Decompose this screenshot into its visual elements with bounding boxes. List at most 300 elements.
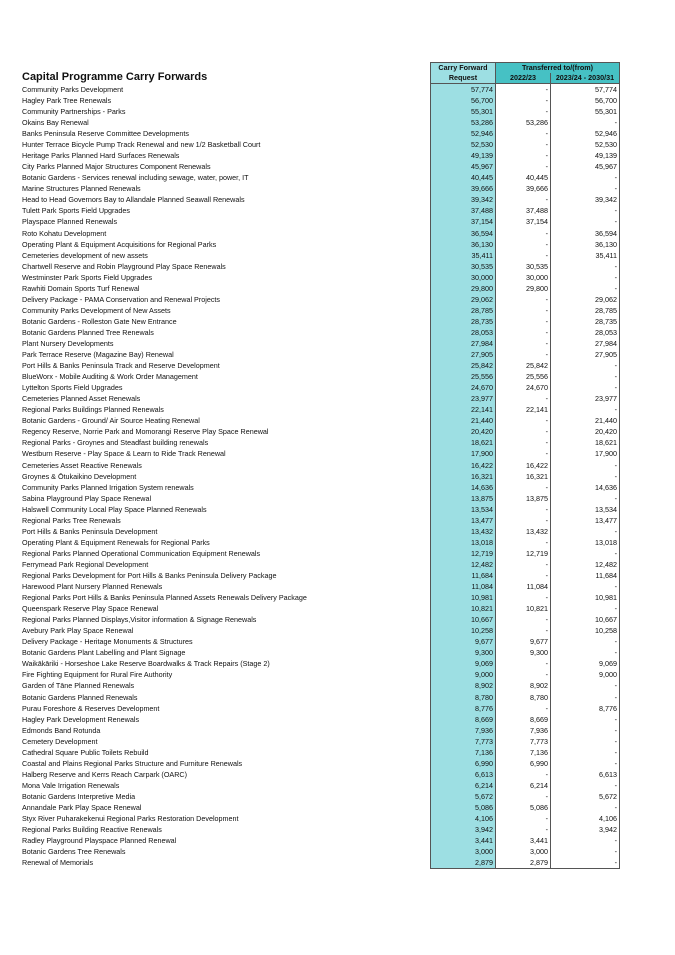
- carry-forward-value: 7,773: [431, 736, 496, 747]
- table-row: [20, 780, 620, 791]
- transfer-2023-31-value: -: [551, 360, 620, 371]
- carry-forward-table: [20, 62, 620, 869]
- transfer-2022-23-value: -: [496, 228, 551, 239]
- project-name: Halberg Reserve and Kerrs Reach Carpark (OARC): [22, 769, 187, 779]
- header-row-1: [20, 63, 620, 74]
- transfer-2022-23-value: 30,535: [496, 261, 551, 272]
- carry-forward-value: 23,977: [431, 393, 496, 404]
- project-name: Garden of Tāne Planned Renewals: [22, 681, 135, 691]
- table-row: [20, 548, 620, 559]
- project-name: Westburn Reserve - Play Space & Learn to Ride Track Renewal: [22, 449, 226, 459]
- transfer-2023-31-value: -: [551, 636, 620, 647]
- header-year-2023-31: 2023/24 - 2030/31: [551, 73, 620, 84]
- project-name: Cathedral Square Public Toilets Rebuild: [22, 747, 149, 757]
- transfer-2023-31-value: 56,700: [551, 95, 620, 106]
- table-row: [20, 426, 620, 437]
- table-row: [20, 791, 620, 802]
- carry-forward-value: 29,062: [431, 294, 496, 305]
- carry-forward-value: 9,000: [431, 669, 496, 680]
- transfer-2022-23-value: -: [496, 769, 551, 780]
- project-name: Cemetery Development: [22, 736, 98, 746]
- project-name: Avebury Park Play Space Renewal: [22, 626, 134, 636]
- transfer-2022-23-value: 5,086: [496, 802, 551, 813]
- carry-forward-value: 10,667: [431, 614, 496, 625]
- transfer-2022-23-value: -: [496, 95, 551, 106]
- table-row: [20, 846, 620, 857]
- table-row: [20, 283, 620, 294]
- transfer-2023-31-value: -: [551, 404, 620, 415]
- project-name: Purau Foreshore & Reserves Development: [22, 703, 160, 713]
- table-row: [20, 393, 620, 404]
- project-name: Coastal and Plains Regional Parks Structure and Furniture Renewals: [22, 758, 243, 768]
- transfer-2022-23-value: -: [496, 393, 551, 404]
- transfer-2022-23-value: -: [496, 327, 551, 338]
- carry-forward-value: 27,905: [431, 349, 496, 360]
- table-row: [20, 360, 620, 371]
- transfer-2022-23-value: -: [496, 305, 551, 316]
- table-row: [20, 95, 620, 106]
- carry-forward-value: 14,636: [431, 482, 496, 493]
- project-name: Regional Parks - Groynes and Steadfast building renewals: [22, 438, 209, 448]
- carry-forward-value: 52,946: [431, 128, 496, 139]
- project-name: Park Terrace Reserve (Magazine Bay) Renewal: [22, 350, 174, 360]
- transfer-2022-23-value: -: [496, 150, 551, 161]
- table-row: [20, 747, 620, 758]
- transfer-2022-23-value: 7,136: [496, 747, 551, 758]
- transfer-2022-23-value: 8,902: [496, 681, 551, 692]
- carry-forward-value: 24,670: [431, 382, 496, 393]
- table-row: [20, 438, 620, 449]
- carry-forward-value: 8,776: [431, 703, 496, 714]
- carry-forward-value: 8,669: [431, 714, 496, 725]
- transfer-2022-23-value: 10,821: [496, 603, 551, 614]
- project-name: Regency Reserve, Norrie Park and Momorangi Reserve Play Space Renewal: [22, 427, 269, 437]
- table-row: [20, 581, 620, 592]
- carry-forward-value: 20,420: [431, 426, 496, 437]
- table-row: [20, 172, 620, 183]
- transfer-2022-23-value: 11,084: [496, 581, 551, 592]
- transfer-2023-31-value: -: [551, 780, 620, 791]
- project-name: Hagley Park Development Renewals: [22, 714, 140, 724]
- transfer-2023-31-value: 3,942: [551, 824, 620, 835]
- transfer-2023-31-value: -: [551, 857, 620, 869]
- carry-forward-value: 9,677: [431, 636, 496, 647]
- table-row: [20, 194, 620, 205]
- project-name: Operating Plant & Equipment Renewals for Regional Parks: [22, 537, 210, 547]
- transfer-2022-23-value: -: [496, 515, 551, 526]
- transfer-2022-23-value: 25,556: [496, 371, 551, 382]
- table-row: [20, 327, 620, 338]
- table-row: [20, 537, 620, 548]
- transfer-2023-31-value: 49,139: [551, 150, 620, 161]
- transfer-2022-23-value: -: [496, 84, 551, 96]
- transfer-2023-31-value: -: [551, 846, 620, 857]
- transfer-2022-23-value: 8,669: [496, 714, 551, 725]
- transfer-2022-23-value: -: [496, 316, 551, 327]
- transfer-2023-31-value: -: [551, 725, 620, 736]
- transfer-2023-31-value: 5,672: [551, 791, 620, 802]
- transfer-2022-23-value: -: [496, 194, 551, 205]
- transfer-2023-31-value: 4,106: [551, 813, 620, 824]
- carry-forward-value: 52,530: [431, 139, 496, 150]
- project-name: Delivery Package - PAMA Conservation and Renewal Projects: [22, 294, 221, 304]
- carry-forward-value: 49,139: [431, 150, 496, 161]
- table-row: [20, 217, 620, 228]
- transfer-2022-23-value: -: [496, 239, 551, 250]
- transfer-2023-31-value: 52,946: [551, 128, 620, 139]
- transfer-2022-23-value: 6,214: [496, 780, 551, 791]
- transfer-2022-23-value: 16,422: [496, 460, 551, 471]
- carry-forward-value: 7,136: [431, 747, 496, 758]
- table-row: [20, 183, 620, 194]
- transfer-2022-23-value: -: [496, 128, 551, 139]
- header-spacer: [20, 63, 431, 74]
- transfer-2023-31-value: -: [551, 548, 620, 559]
- carry-forward-value: 55,301: [431, 106, 496, 117]
- transfer-2022-23-value: 30,000: [496, 272, 551, 283]
- transfer-2023-31-value: -: [551, 581, 620, 592]
- table-row: [20, 460, 620, 471]
- transfer-2023-31-value: -: [551, 471, 620, 482]
- project-name: Playspace Planned Renewals: [22, 217, 118, 227]
- project-name: Queenspark Reserve Play Space Renewal: [22, 604, 159, 614]
- transfer-2023-31-value: -: [551, 681, 620, 692]
- carry-forward-value: 8,902: [431, 681, 496, 692]
- carry-forward-value: 39,666: [431, 183, 496, 194]
- transfer-2023-31-value: -: [551, 272, 620, 283]
- table-row: [20, 570, 620, 581]
- project-name: Regional Parks Port Hills & Banks Peninsula Planned Assets Renewals Delivery Package: [22, 593, 307, 603]
- transfer-2023-31-value: -: [551, 692, 620, 703]
- project-name: Westminster Park Sports Field Upgrades: [22, 272, 153, 282]
- table-row: [20, 857, 620, 869]
- table-row: [20, 117, 620, 128]
- transfer-2022-23-value: -: [496, 139, 551, 150]
- transfer-2023-31-value: 29,062: [551, 294, 620, 305]
- carry-forward-value: 6,613: [431, 769, 496, 780]
- project-name: Community Partnerships - Parks: [22, 107, 126, 117]
- carry-forward-value: 37,154: [431, 217, 496, 228]
- carry-forward-value: 36,594: [431, 228, 496, 239]
- carry-forward-value: 7,936: [431, 725, 496, 736]
- table-row: [20, 559, 620, 570]
- transfer-2023-31-value: 13,534: [551, 504, 620, 515]
- table-row: [20, 482, 620, 493]
- carry-forward-value: 28,785: [431, 305, 496, 316]
- project-name: Regional Parks Building Reactive Renewals: [22, 825, 162, 835]
- project-name: Plant Nursery Developments: [22, 339, 114, 348]
- carry-forward-value: 56,700: [431, 95, 496, 106]
- transfer-2022-23-value: 16,321: [496, 471, 551, 482]
- carry-forward-value: 21,440: [431, 415, 496, 426]
- table-row: [20, 658, 620, 669]
- table-row: [20, 504, 620, 515]
- carry-forward-value: 6,214: [431, 780, 496, 791]
- page-title: Capital Programme Carry Forwards: [22, 71, 208, 83]
- transfer-2023-31-value: 28,785: [551, 305, 620, 316]
- transfer-2023-31-value: -: [551, 802, 620, 813]
- transfer-2023-31-value: 35,411: [551, 250, 620, 261]
- transfer-2023-31-value: 55,301: [551, 106, 620, 117]
- project-name: Botanic Gardens Plant Labelling and Plant Signage: [22, 648, 186, 658]
- transfer-2022-23-value: 8,780: [496, 692, 551, 703]
- project-name: Marine Structures Planned Renewals: [22, 184, 141, 194]
- project-name: Community Parks Development of New Assets: [22, 305, 171, 315]
- transfer-2023-31-value: 36,594: [551, 228, 620, 239]
- transfer-2023-31-value: 45,967: [551, 161, 620, 172]
- transfer-2023-31-value: 13,477: [551, 515, 620, 526]
- project-name: Rawhiti Domain Sports Turf Renewal: [22, 283, 140, 293]
- project-name: Mona Vale Irrigation Renewals: [22, 780, 120, 790]
- carry-forward-value: 6,990: [431, 758, 496, 769]
- transfer-2023-31-value: 18,621: [551, 438, 620, 449]
- transfer-2023-31-value: -: [551, 603, 620, 614]
- carry-forward-value: 13,477: [431, 515, 496, 526]
- project-name: Regional Parks Development for Port Hills & Banks Peninsula Delivery Package: [22, 570, 277, 580]
- table-row: [20, 692, 620, 703]
- project-name: Halswell Community Local Play Space Planned Renewals: [22, 504, 207, 514]
- carry-forward-value: 53,286: [431, 117, 496, 128]
- carry-forward-value: 25,842: [431, 360, 496, 371]
- transfer-2022-23-value: 3,441: [496, 835, 551, 846]
- transfer-2023-31-value: 10,667: [551, 614, 620, 625]
- transfer-2023-31-value: -: [551, 172, 620, 183]
- carry-forward-value: 29,800: [431, 283, 496, 294]
- transfer-2023-31-value: 10,258: [551, 625, 620, 636]
- transfer-2023-31-value: -: [551, 206, 620, 217]
- carry-forward-value: 45,967: [431, 161, 496, 172]
- carry-forward-value: 16,422: [431, 460, 496, 471]
- project-name: Head to Head Governors Bay to Allandale Planned Seawall Renewals: [22, 195, 245, 205]
- transfer-2023-31-value: 9,000: [551, 669, 620, 680]
- transfer-2022-23-value: 37,154: [496, 217, 551, 228]
- table-row: [20, 725, 620, 736]
- project-name: Sabina Playground Play Space Renewal: [22, 493, 152, 503]
- table-row: [20, 150, 620, 161]
- transfer-2022-23-value: -: [496, 415, 551, 426]
- project-name: Regional Parks Buildings Planned Renewals: [22, 405, 164, 415]
- carry-forward-value: 28,053: [431, 327, 496, 338]
- transfer-2022-23-value: -: [496, 669, 551, 680]
- carry-forward-value: 12,482: [431, 559, 496, 570]
- transfer-2022-23-value: -: [496, 658, 551, 669]
- carry-forward-value: 12,719: [431, 548, 496, 559]
- transfer-2023-31-value: -: [551, 647, 620, 658]
- carry-forward-value: 11,684: [431, 570, 496, 581]
- transfer-2022-23-value: 7,936: [496, 725, 551, 736]
- project-name: Hagley Park Tree Renewals: [22, 95, 112, 105]
- carry-forward-value: 9,300: [431, 647, 496, 658]
- project-name: Cemeteries Planned Asset Renewals: [22, 394, 141, 404]
- carry-forward-value: 57,774: [431, 84, 496, 96]
- carry-forward-value: 22,141: [431, 404, 496, 415]
- table-row: [20, 415, 620, 426]
- transfer-2023-31-value: 28,053: [551, 327, 620, 338]
- project-name: Styx River Puharakekenui Regional Parks Restoration Development: [22, 814, 239, 824]
- carry-forward-value: 18,621: [431, 438, 496, 449]
- table-row: [20, 228, 620, 239]
- transfer-2022-23-value: -: [496, 426, 551, 437]
- table-row: [20, 614, 620, 625]
- table-row: [20, 636, 620, 647]
- project-name: Botanic Gardens - Ground/ Air Source Heating Renewal: [22, 416, 200, 426]
- table-row: [20, 139, 620, 150]
- table-row: [20, 769, 620, 780]
- transfer-2022-23-value: -: [496, 703, 551, 714]
- project-name: Hunter Terrace Bicycle Pump Track Renewal and new 1/2 Basketball Court: [22, 140, 261, 150]
- table-row: [20, 382, 620, 393]
- carry-forward-value: 13,018: [431, 537, 496, 548]
- project-name: Regional Parks Planned Operational Communication Equipment Renewals: [22, 548, 261, 558]
- table-row: [20, 802, 620, 813]
- table-row: [20, 703, 620, 714]
- carry-forward-value: 3,441: [431, 835, 496, 846]
- carry-forward-value: 3,000: [431, 846, 496, 857]
- table-row: [20, 824, 620, 835]
- transfer-2022-23-value: -: [496, 791, 551, 802]
- transfer-2023-31-value: 21,440: [551, 415, 620, 426]
- project-name: Fire Fighting Equipment for Rural Fire Authority: [22, 670, 173, 680]
- project-name: Community Parks Development: [22, 84, 124, 94]
- transfer-2023-31-value: 13,018: [551, 537, 620, 548]
- transfer-2023-31-value: -: [551, 526, 620, 537]
- transfer-2023-31-value: -: [551, 493, 620, 504]
- table-row: [20, 239, 620, 250]
- header-spacer: [20, 73, 431, 84]
- carry-forward-value: 30,535: [431, 261, 496, 272]
- transfer-2022-23-value: 40,445: [496, 172, 551, 183]
- carry-forward-value: 9,069: [431, 658, 496, 669]
- table-row: [20, 526, 620, 537]
- transfer-2023-31-value: -: [551, 183, 620, 194]
- project-name: Waikākāriki - Horseshoe Lake Reserve Boardwalks & Track Repairs (Stage 2): [22, 659, 270, 669]
- carry-forward-value: 8,780: [431, 692, 496, 703]
- carry-forward-value: 16,321: [431, 471, 496, 482]
- transfer-2022-23-value: 3,000: [496, 846, 551, 857]
- transfer-2023-31-value: 8,776: [551, 703, 620, 714]
- table-row: [20, 736, 620, 747]
- transfer-2023-31-value: 12,482: [551, 559, 620, 570]
- transfer-2023-31-value: 11,684: [551, 570, 620, 581]
- transfer-2023-31-value: 52,530: [551, 139, 620, 150]
- table-row: [20, 272, 620, 283]
- project-name: Tulett Park Sports Field Upgrades: [22, 206, 130, 216]
- project-name: Port Hills & Banks Peninsula Development: [22, 526, 158, 536]
- table-row: [20, 206, 620, 217]
- table-row: [20, 349, 620, 360]
- table-row: [20, 261, 620, 272]
- table-row: [20, 305, 620, 316]
- transfer-2022-23-value: -: [496, 614, 551, 625]
- project-name: Botanic Gardens Interpretive Media: [22, 791, 136, 801]
- project-name: Port Hills & Banks Peninsula Track and Reserve Development: [22, 361, 220, 371]
- transfer-2022-23-value: 39,666: [496, 183, 551, 194]
- transfer-2022-23-value: 24,670: [496, 382, 551, 393]
- table-row: [20, 316, 620, 327]
- transfer-2023-31-value: -: [551, 736, 620, 747]
- transfer-2023-31-value: -: [551, 283, 620, 294]
- table-row: [20, 404, 620, 415]
- transfer-2023-31-value: 27,905: [551, 349, 620, 360]
- carry-forward-value: 37,488: [431, 206, 496, 217]
- carry-forward-value: 25,556: [431, 371, 496, 382]
- transfer-2023-31-value: 20,420: [551, 426, 620, 437]
- transfer-2022-23-value: -: [496, 250, 551, 261]
- transfer-2023-31-value: 9,069: [551, 658, 620, 669]
- table-row: [20, 603, 620, 614]
- transfer-2022-23-value: 53,286: [496, 117, 551, 128]
- transfer-2022-23-value: 9,677: [496, 636, 551, 647]
- transfer-2022-23-value: -: [496, 813, 551, 824]
- transfer-2022-23-value: -: [496, 504, 551, 515]
- table-row: [20, 758, 620, 769]
- carry-forward-value: 30,000: [431, 272, 496, 283]
- table-row: [20, 128, 620, 139]
- transfer-2023-31-value: -: [551, 835, 620, 846]
- transfer-2023-31-value: 36,130: [551, 239, 620, 250]
- table-row: [20, 106, 620, 117]
- transfer-2023-31-value: 14,636: [551, 482, 620, 493]
- project-name: Community Parks Planned Irrigation System renewals: [22, 482, 194, 492]
- transfer-2022-23-value: -: [496, 106, 551, 117]
- carry-forward-value: 5,672: [431, 791, 496, 802]
- transfer-2023-31-value: 6,613: [551, 769, 620, 780]
- table-row: [20, 493, 620, 504]
- transfer-2022-23-value: 2,879: [496, 857, 551, 869]
- transfer-2022-23-value: 12,719: [496, 548, 551, 559]
- project-name: Botanic Gardens Tree Renewals: [22, 847, 126, 857]
- transfer-2022-23-value: 13,432: [496, 526, 551, 537]
- project-name: BlueWorx - Mobile Auditing & Work Order Management: [22, 372, 198, 382]
- table-row: [20, 338, 620, 349]
- carry-forward-value: 39,342: [431, 194, 496, 205]
- table-row: [20, 84, 620, 96]
- transfer-2022-23-value: 22,141: [496, 404, 551, 415]
- project-name: Annandale Park Play Space Renewal: [22, 802, 142, 812]
- transfer-2023-31-value: 10,981: [551, 592, 620, 603]
- project-name: Heritage Parks Planned Hard Surfaces Renewals: [22, 151, 180, 161]
- transfer-2022-23-value: -: [496, 338, 551, 349]
- table-row: [20, 449, 620, 460]
- table-row: [20, 681, 620, 692]
- project-name: Chartwell Reserve and Robin Playground Play Space Renewals: [22, 261, 226, 271]
- carry-forward-value: 10,981: [431, 592, 496, 603]
- carry-forward-value: 10,258: [431, 625, 496, 636]
- transfer-2022-23-value: 6,990: [496, 758, 551, 769]
- header-request: Request: [431, 73, 496, 84]
- transfer-2022-23-value: -: [496, 559, 551, 570]
- transfer-2023-31-value: -: [551, 382, 620, 393]
- project-name: Banks Peninsula Reserve Committee Developments: [22, 129, 189, 139]
- carry-forward-value: 40,445: [431, 172, 496, 183]
- table-row: [20, 835, 620, 846]
- transfer-2023-31-value: 28,735: [551, 316, 620, 327]
- transfer-2023-31-value: -: [551, 747, 620, 758]
- carry-forward-value: 27,984: [431, 338, 496, 349]
- transfer-2023-31-value: 23,977: [551, 393, 620, 404]
- project-name: Botanic Gardens - Services renewal including sewage, water, power, IT: [22, 173, 249, 183]
- transfer-2023-31-value: 17,900: [551, 449, 620, 460]
- transfer-2023-31-value: 57,774: [551, 84, 620, 96]
- table-row: [20, 647, 620, 658]
- transfer-2022-23-value: 9,300: [496, 647, 551, 658]
- transfer-2023-31-value: -: [551, 714, 620, 725]
- transfer-2022-23-value: -: [496, 449, 551, 460]
- transfer-2022-23-value: 37,488: [496, 206, 551, 217]
- table-row: [20, 250, 620, 261]
- carry-forward-value: 13,534: [431, 504, 496, 515]
- transfer-2022-23-value: -: [496, 592, 551, 603]
